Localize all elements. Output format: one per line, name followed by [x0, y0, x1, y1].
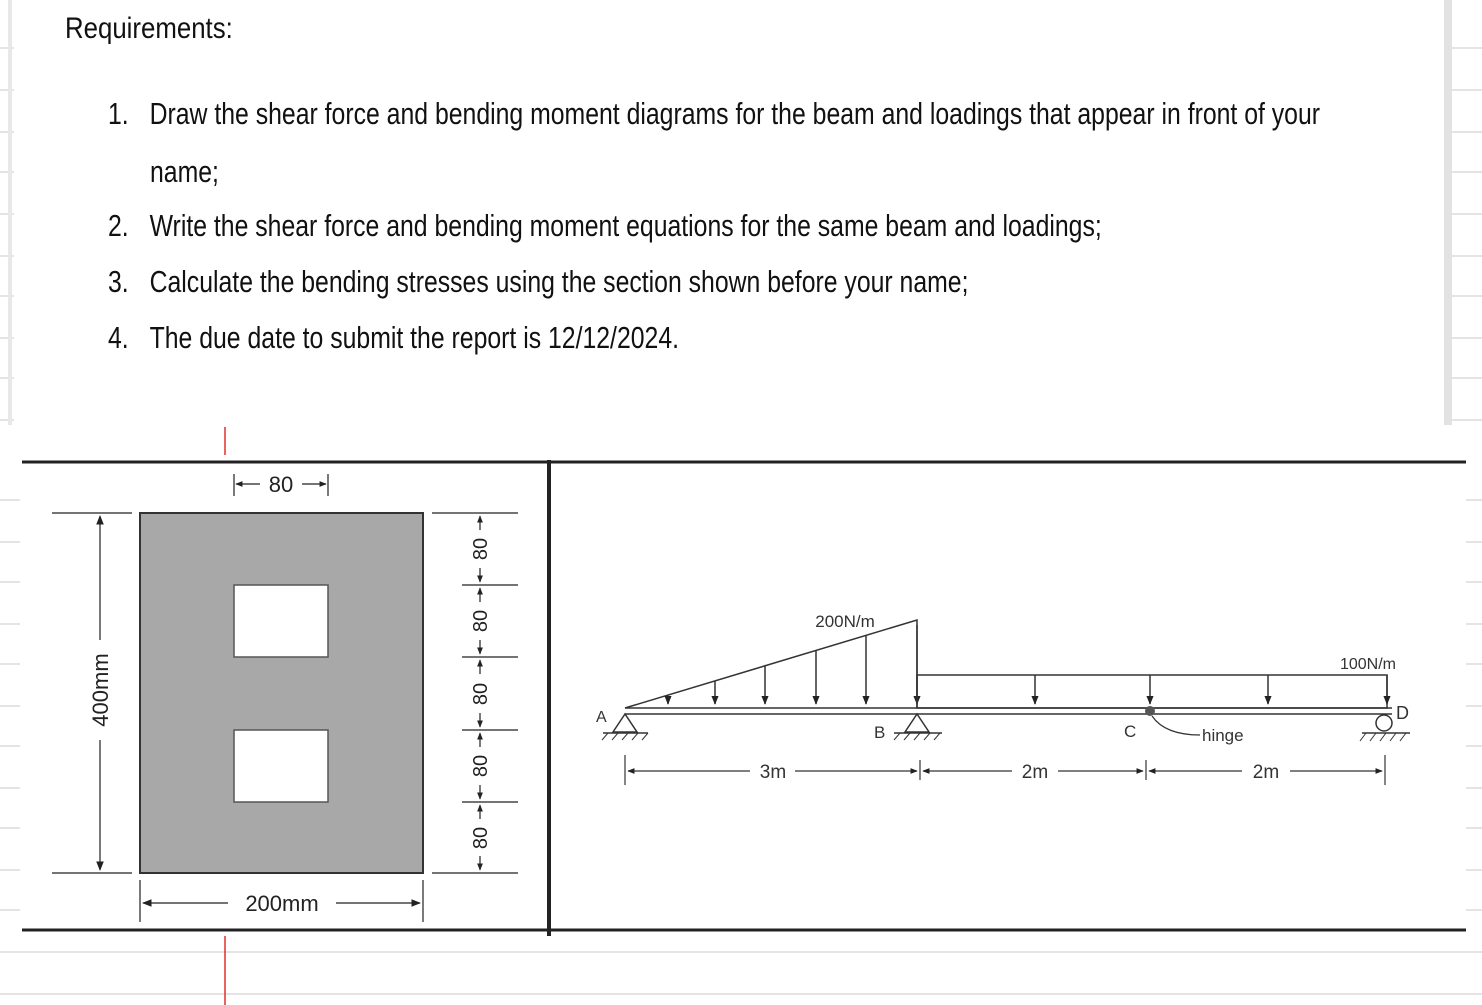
section-width-dim: 200mm: [245, 891, 319, 916]
requirement-item: 3. Calculate the bending stresses using the section shown before your name;: [108, 264, 969, 299]
support-b-label: B: [874, 723, 886, 742]
requirement-item: 1. Draw the shear force and bending moment diagrams for the beam and loadings that appear in front of your: [108, 96, 1321, 131]
hinge-label: hinge: [1202, 726, 1244, 745]
side-dim-label: 80: [470, 609, 492, 633]
hinge-leader: [1152, 716, 1200, 735]
section-hole-top: [234, 585, 328, 657]
load-left-label: 200N/m: [815, 612, 875, 631]
section-hole-bottom: [234, 730, 328, 802]
side-dim-label: 80: [470, 537, 492, 561]
side-dim-label: 80: [470, 754, 492, 778]
beam-diagram: [596, 612, 1410, 785]
support-a: [613, 714, 637, 732]
triangular-load-outline: [625, 620, 917, 708]
span-bc-label: 2m: [1021, 762, 1049, 783]
cross-section-drawing: [52, 472, 518, 922]
support-d: [1376, 715, 1392, 731]
requirement-item: 2. Write the shear force and bending moment equations for the same beam and loadings;: [108, 208, 1102, 243]
support-b: [905, 714, 929, 732]
section-height-dim: 400mm: [88, 653, 113, 727]
point-d-label: D: [1396, 703, 1409, 723]
support-a-label: A: [596, 709, 607, 726]
requirement-continuation: name;: [150, 154, 219, 189]
section-outline: [140, 513, 423, 873]
requirements-heading: Requirements:: [65, 12, 233, 45]
span-cd-label: 2m: [1252, 762, 1280, 783]
load-right-label: 100N/m: [1339, 656, 1397, 673]
triangular-load-arrows: [668, 625, 917, 704]
side-dim-label: 80: [470, 682, 492, 706]
side-dim-label: 80: [470, 826, 492, 850]
span-ab-label: 3m: [759, 762, 787, 783]
section-top-dim: 80: [268, 472, 294, 497]
hinge-c: [1145, 706, 1155, 716]
point-c-label: C: [1124, 722, 1137, 741]
uniform-load-outline: [917, 675, 1387, 708]
requirement-item: 4. The due date to submit the report is 12/12/2024.: [108, 320, 680, 355]
uniform-load-arrows: [1035, 675, 1387, 704]
